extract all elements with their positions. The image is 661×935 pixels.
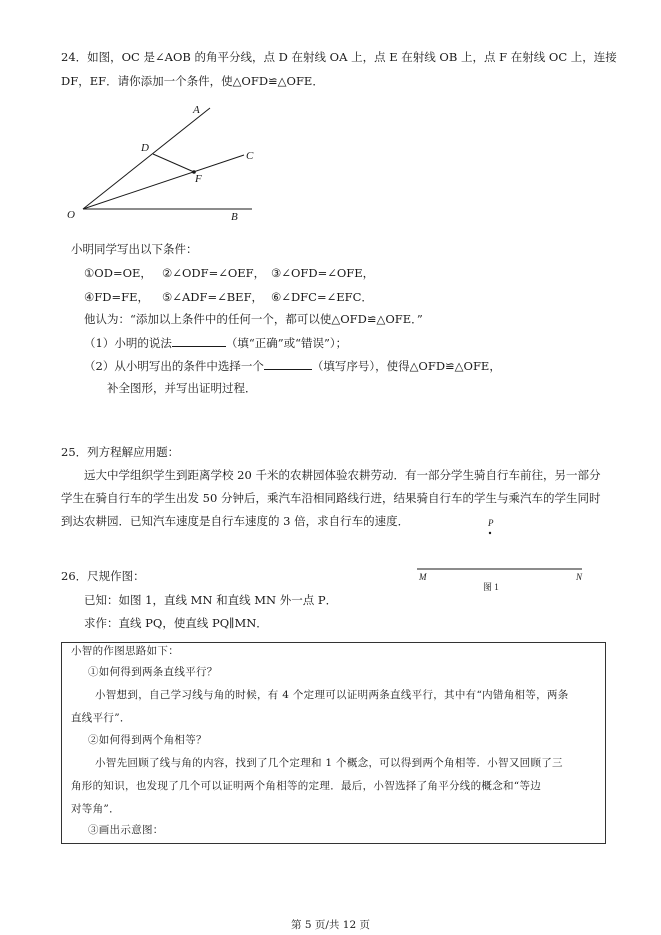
box-step1-line2: 直线平行”． (71, 712, 131, 724)
q24-condition-2: ②∠ODF=∠OEF， (162, 266, 266, 280)
label-c: C (246, 150, 254, 162)
box-step2-title: ②如何得到两个角相等？ (88, 734, 207, 746)
q25-line2: 学生在骑自行车的学生出发 50 分钟后，乘汽车沿相同路线行进，结果骑自行车的学生与乘汽车的学生同时 (61, 491, 601, 505)
box-step3-title: ③画出示意图： (88, 824, 164, 836)
ray-oa (83, 108, 210, 209)
label-n: N (576, 572, 583, 582)
box-step1-title: ①如何得到两条直线平行？ (88, 666, 218, 678)
q24-part1-suffix: （填“正确”或“错误”）； (225, 336, 348, 350)
q26-known: 已知：如图 1，直线 MN 和直线 MN 外一点 P． (84, 593, 338, 607)
q24-part1-prefix: （1）小明的说法 (84, 336, 172, 350)
q26-ask: 求作：直线 PQ，使直线 PQ∥MN． (84, 616, 268, 630)
box-heading: 小智的作图思路如下： (71, 645, 179, 657)
q25-title: 25．列方程解应用题： (61, 445, 180, 459)
q26-title: 26．尺规作图： (61, 569, 145, 583)
q24-condition-5: ⑤∠ADF=∠BEF， (162, 290, 264, 304)
q24-condition-1: ①OD=OE， (84, 266, 152, 280)
label-d: D (141, 142, 149, 154)
box-step2-line2: 角形的知识，也发现了几个可以证明两个角相等的定理．最后，小智选择了角平分线的概念和“等边 (71, 780, 542, 792)
q24-intro: 小明同学写出以下条件： (71, 242, 198, 256)
label-m: M (419, 572, 427, 582)
label-a: A (193, 104, 200, 116)
ray-oc (83, 155, 244, 209)
box-step1-line1: 小智想到，自己学习线与角的时候，有 4 个定理可以证明两条直线平行，其中有“内错角相等，两条 (95, 689, 569, 701)
label-o: O (67, 209, 75, 221)
q26-figure-1 (412, 512, 592, 594)
q24-figure (62, 100, 262, 222)
box-step2-line1: 小智先回顾了线与角的内容，找到了几个定理和 1 个概念，可以得到两个角相等．小智又回顾了三 (95, 757, 563, 769)
point-p (489, 532, 491, 534)
segment-df (153, 154, 194, 172)
q24-part2-suffix: （填写序号），使得△OFD≌△OFE， (311, 359, 501, 373)
label-p: P (488, 518, 494, 528)
q24-condition-4: ④FD=FE， (84, 290, 150, 304)
q24-part2-cont: 补全图形，并写出证明过程． (107, 381, 257, 395)
figure-1-caption: 图 1 (483, 582, 499, 592)
q24-condition-3: ③∠OFD=∠OFE， (271, 266, 375, 280)
label-b: B (231, 211, 238, 222)
label-f: F (195, 173, 202, 185)
q24-stem-line1: 24．如图，OC 是∠AOB 的角平分线，点 D 在射线 OA 上，点 E 在射线 OB 上，点 F 在射线 OC 上，连接 (61, 50, 617, 64)
box-step2-line3: 对等角”． (71, 803, 120, 815)
q24-stem-line2: DF，EF．请你添加一个条件，使△OFD≌△OFE． (61, 74, 324, 88)
q24-part1-blank[interactable] (172, 334, 226, 347)
q25-line1: 远大中学组织学生到距离学校 20 千米的农耕园体验农耕劳动．有一部分学生骑自行车前往，另一部分 (84, 468, 601, 482)
q24-part2 (84, 357, 501, 374)
q24-part2-blank[interactable] (264, 357, 312, 370)
q24-part1 (84, 334, 347, 351)
q26-solution-box (61, 642, 606, 844)
page-footer: 第 5 页/共 12 页 (291, 919, 370, 931)
q24-part2-prefix: （2）从小明写出的条件中选择一个 (84, 359, 264, 373)
q24-claim: 他认为：“添加以上条件中的任何一个，都可以使△OFD≌△OFE．” (84, 312, 423, 326)
q25-line3: 到达农耕园．已知汽车速度是自行车速度的 3 倍，求自行车的速度． (61, 514, 410, 528)
q24-condition-6: ⑥∠DFC=∠EFC． (271, 290, 373, 304)
